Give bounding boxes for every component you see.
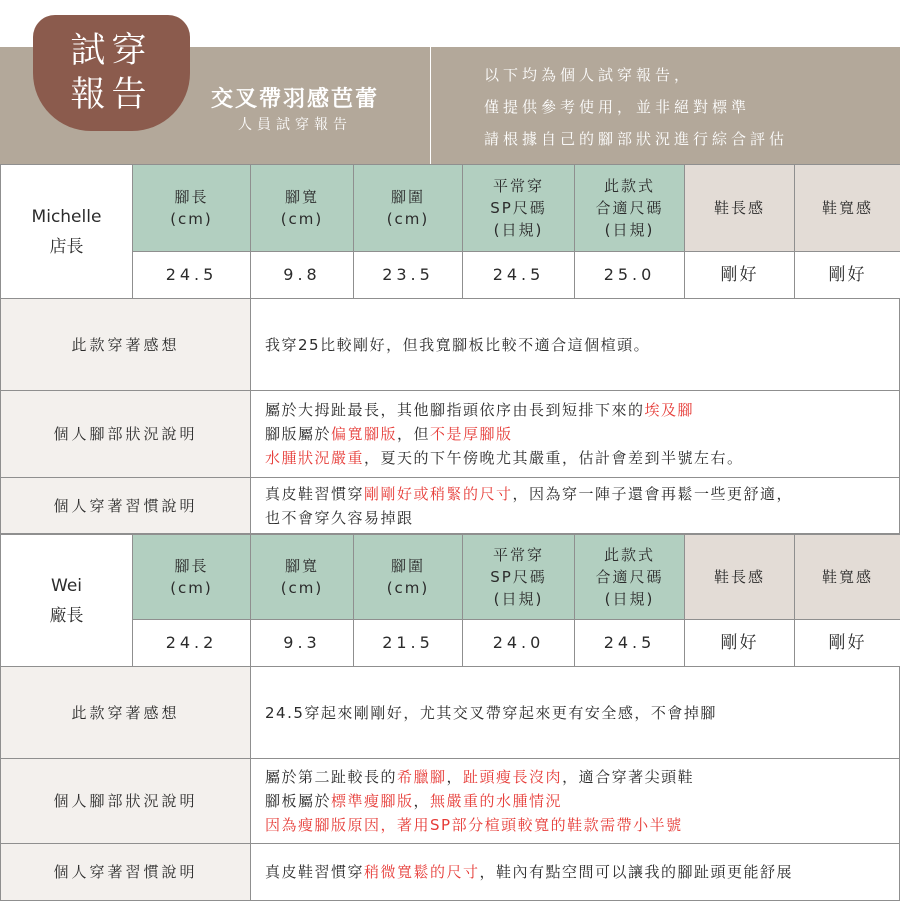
habit-line (265, 482, 899, 506)
body-text: 也不會穿久容易掉跟 (265, 508, 414, 527)
foot-condition-line (265, 789, 899, 813)
col-header-text: (cm) (170, 579, 213, 597)
body-text: ，因為穿一陣子還會再鬆一些更舒適， (512, 484, 794, 503)
row-text-impression (250, 666, 900, 759)
col-header-foot-girth (353, 534, 463, 620)
product-title: 交叉帶羽感芭蕾 (210, 87, 379, 112)
body-text: 屬於第二趾較長的 (265, 768, 398, 786)
col-header-length-feel (684, 164, 795, 252)
person-name: Wei (51, 575, 82, 596)
foot-condition-line (265, 813, 899, 837)
col-header-foot-girth (353, 164, 463, 252)
body-text: ，但 (397, 425, 431, 443)
body-text: ， (446, 768, 464, 786)
col-header-text: (日規) (493, 590, 544, 608)
value-foot-width: 9.8 (250, 251, 354, 299)
col-header-width-feel (794, 534, 900, 620)
col-header-text: 鞋寬感 (821, 199, 873, 217)
row-text-foot-condition (250, 758, 900, 844)
value-foot-girth: 23.5 (353, 251, 463, 299)
highlight-text: 無嚴重的水腫情況 (430, 792, 563, 810)
person-role: 店長 (49, 236, 84, 257)
col-header-text: (cm) (386, 210, 430, 228)
col-header-text: (cm) (170, 210, 213, 228)
row-text-impression (250, 298, 900, 391)
col-header-length-feel (684, 534, 795, 620)
highlight-text: 因為瘦腳版原因，著用SP部分楦頭較寬的鞋款需帶小半號 (265, 816, 683, 834)
value-fit-size: 24.5 (574, 619, 685, 667)
body-text: 24.5穿起來剛剛好，尤其交叉帶穿起來更有安全感，不會掉腳 (265, 703, 717, 722)
impression-line (265, 333, 899, 357)
person-role: 廠長 (49, 605, 84, 626)
body-text: 我穿25比較剛好，但我寬腳板比較不適合這個楦頭。 (265, 335, 651, 354)
col-header-text: 合適尺碼 (595, 199, 664, 217)
value-length-feel: 剛好 (684, 251, 795, 299)
habit-line (265, 506, 899, 530)
body-text: 腳板屬於 (265, 792, 332, 810)
col-header-text: 腳圍 (390, 188, 425, 206)
body-text: 真皮鞋習慣穿 (265, 863, 365, 881)
value-width-feel: 剛好 (794, 619, 900, 667)
row-label-impression: 此款穿著感想 (0, 666, 251, 759)
value-foot-width: 9.3 (250, 619, 354, 667)
value-fit-size: 25.0 (574, 251, 685, 299)
col-header-fit-size (574, 534, 685, 620)
highlight-text: 水腫狀況嚴重 (265, 449, 365, 467)
col-header-text: (日規) (604, 590, 655, 608)
row-label-impression: 此款穿著感想 (0, 298, 251, 391)
foot-condition-line (265, 398, 899, 422)
col-header-sp-size (462, 534, 575, 620)
col-header-text: 此款式 (603, 177, 655, 195)
foot-condition-line (265, 422, 899, 446)
row-text-habit (250, 843, 900, 901)
col-header-width-feel (794, 164, 900, 252)
col-header-text: 鞋寬感 (821, 568, 873, 586)
col-header-sp-size (462, 164, 575, 252)
row-text-habit (250, 477, 900, 534)
person-name-cell (0, 164, 133, 299)
col-header-text: 腳寬 (284, 557, 319, 575)
col-header-text: 鞋長感 (713, 199, 765, 217)
row-label-foot-condition: 個人腳部狀況說明 (0, 758, 251, 844)
header-divider (430, 47, 431, 164)
value-sp-size: 24.5 (462, 251, 575, 299)
col-header-foot-width (250, 534, 354, 620)
person-name: Michelle (31, 206, 102, 227)
row-text-foot-condition (250, 390, 900, 478)
highlight-text: 偏寬腳版 (331, 425, 398, 443)
col-header-text: 此款式 (603, 546, 655, 564)
col-header-text: 腳長 (174, 188, 209, 206)
value-foot-girth: 21.5 (353, 619, 463, 667)
value-foot-length: 24.2 (132, 619, 251, 667)
person-name-cell (0, 534, 133, 667)
highlight-text: 剛剛好或稍緊的尺寸 (364, 484, 513, 503)
header-note: 以下均為個人試穿報告， (484, 66, 694, 84)
header-note: 僅提供參考使用，並非絕對標準 (484, 98, 751, 116)
col-header-foot-width (250, 164, 354, 252)
header-note: 請根據自己的腳部狀況進行綜合評估 (484, 130, 789, 148)
col-header-fit-size (574, 164, 685, 252)
value-foot-length: 24.5 (132, 251, 251, 299)
habit-line (265, 860, 899, 884)
col-header-text: (日規) (604, 221, 655, 239)
body-text: ，鞋內有點空間可以讓我的腳趾頭更能舒展 (479, 863, 794, 881)
badge-line-2: 報告 (70, 75, 153, 115)
badge-line-1: 試穿 (70, 31, 153, 71)
foot-condition-line (265, 765, 899, 789)
col-header-text: (cm) (280, 579, 324, 597)
col-header-text: SP尺碼 (490, 568, 547, 586)
trial-report-badge (33, 15, 190, 131)
highlight-text: 不是厚腳版 (430, 425, 513, 443)
foot-condition-line (265, 446, 899, 470)
body-text: 真皮鞋習慣穿 (265, 484, 365, 503)
col-header-text: (日規) (493, 221, 544, 239)
col-header-foot-length (132, 164, 251, 252)
col-header-text: 腳長 (174, 557, 209, 575)
col-header-text: 腳圍 (390, 557, 425, 575)
body-text: 屬於大拇趾最長，其他腳指頭依序由長到短排下來的 (265, 401, 645, 419)
body-text: ，夏天的下午傍晚尤其嚴重，估計會差到半號左右。 (364, 449, 744, 467)
col-header-text: SP尺碼 (490, 199, 547, 217)
col-header-text: 腳寬 (284, 188, 319, 206)
col-header-text: 平常穿 (492, 546, 544, 564)
col-header-text: 鞋長感 (713, 568, 765, 586)
col-header-text: 平常穿 (492, 177, 544, 195)
value-width-feel: 剛好 (794, 251, 900, 299)
body-text: ， (413, 792, 431, 810)
col-header-foot-length (132, 534, 251, 620)
value-length-feel: 剛好 (684, 619, 795, 667)
highlight-text: 趾頭瘦長沒肉 (463, 768, 563, 786)
highlight-text: 標準瘦腳版 (331, 792, 414, 810)
body-text: ，適合穿著尖頭鞋 (562, 768, 695, 786)
highlight-text: 希臘腳 (397, 768, 447, 786)
row-label-habit: 個人穿著習慣說明 (0, 477, 251, 534)
body-text: 腳版屬於 (265, 425, 332, 443)
row-label-foot-condition: 個人腳部狀況說明 (0, 390, 251, 478)
col-header-text: 合適尺碼 (595, 568, 664, 586)
highlight-text: 稍微寬鬆的尺寸 (364, 863, 480, 881)
impression-line (265, 701, 899, 725)
highlight-text: 埃及腳 (644, 401, 695, 419)
product-subtitle: 人員試穿報告 (238, 117, 352, 133)
row-label-habit: 個人穿著習慣說明 (0, 843, 251, 901)
col-header-text: (cm) (280, 210, 324, 228)
col-header-text: (cm) (386, 579, 430, 597)
value-sp-size: 24.0 (462, 619, 575, 667)
